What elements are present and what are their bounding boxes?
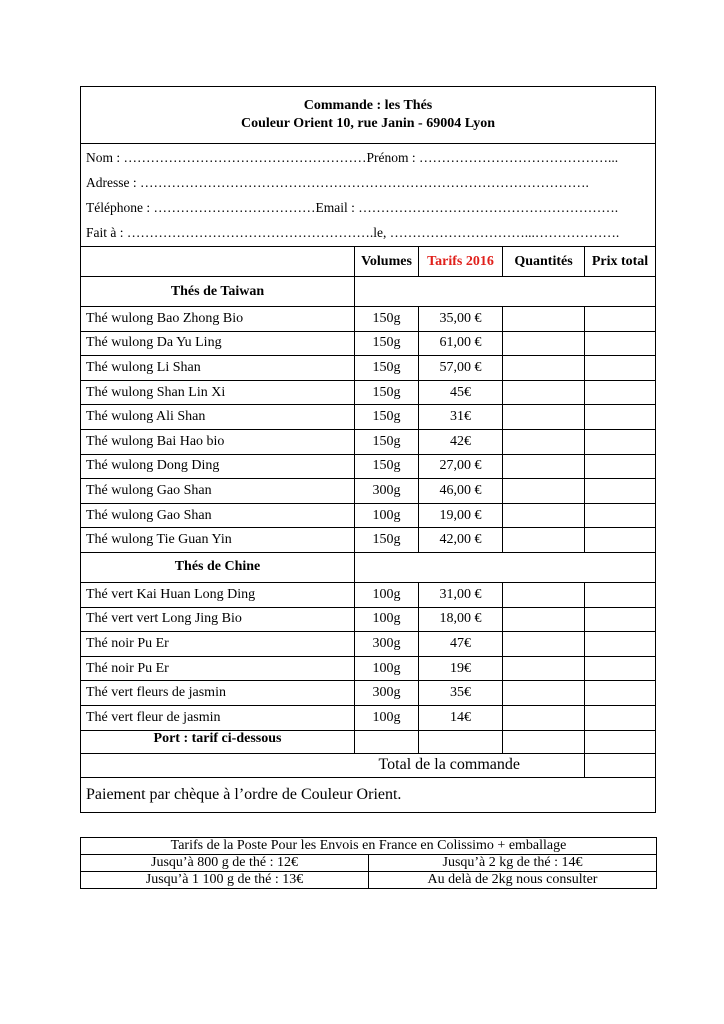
tea-price: 46,00 €: [419, 479, 503, 504]
shipping-rate-row: [81, 855, 657, 872]
row-total-cell[interactable]: [585, 632, 656, 657]
tea-volume: 100g: [355, 503, 419, 528]
section-header-row: [81, 277, 656, 307]
quantity-input[interactable]: [503, 429, 585, 454]
shipping-rate-row: [81, 872, 657, 889]
tea-row: [81, 656, 656, 681]
port-price-cell: [419, 730, 503, 753]
tea-price: 31€: [419, 405, 503, 430]
tea-row: [81, 681, 656, 706]
tea-row: [81, 331, 656, 356]
shipping-rates-table: [80, 837, 657, 889]
row-total-cell[interactable]: [585, 380, 656, 405]
tea-price: 42€: [419, 429, 503, 454]
row-total-cell[interactable]: [585, 681, 656, 706]
payment-row: [81, 777, 656, 812]
payment-note: Paiement par chèque à l’ordre de Couleur Orient.: [81, 777, 656, 812]
section-title: Thés de Chine: [81, 552, 355, 582]
tea-name: Thé wulong Shan Lin Xi: [81, 380, 355, 405]
tea-row: [81, 582, 656, 607]
tea-price: 18,00 €: [419, 607, 503, 632]
quantity-input[interactable]: [503, 356, 585, 381]
tea-row: [81, 454, 656, 479]
tea-volume: 150g: [355, 429, 419, 454]
quantity-input[interactable]: [503, 454, 585, 479]
tea-volume: 300g: [355, 479, 419, 504]
tea-row: [81, 405, 656, 430]
port-row: [81, 730, 656, 753]
quantity-input[interactable]: [503, 681, 585, 706]
tea-row: [81, 307, 656, 332]
shipping-title: Tarifs de la Poste Pour les Envois en France en Colissimo + emballage: [81, 838, 657, 855]
section-blank-cell: [355, 277, 656, 307]
row-total-cell[interactable]: [585, 356, 656, 381]
tea-name: Thé wulong Gao Shan: [81, 479, 355, 504]
column-header-volumes: Volumes: [355, 247, 419, 277]
tea-volume: 300g: [355, 681, 419, 706]
tea-price: 19€: [419, 656, 503, 681]
tea-volume: 300g: [355, 632, 419, 657]
tea-name: Thé wulong Bao Zhong Bio: [81, 307, 355, 332]
quantity-input[interactable]: [503, 632, 585, 657]
tea-price: 45€: [419, 380, 503, 405]
tea-name: Thé wulong Bai Hao bio: [81, 429, 355, 454]
row-total-cell[interactable]: [585, 454, 656, 479]
quantity-input[interactable]: [503, 582, 585, 607]
tea-name: Thé vert Kai Huan Long Ding: [81, 582, 355, 607]
quantity-input[interactable]: [503, 307, 585, 332]
quantity-input[interactable]: [503, 479, 585, 504]
order-form-table: [80, 86, 656, 813]
tea-name: Thé wulong Dong Ding: [81, 454, 355, 479]
row-total-cell[interactable]: [585, 429, 656, 454]
tea-price: 42,00 €: [419, 528, 503, 553]
order-total-cell[interactable]: [585, 753, 656, 777]
order-title: Commande : les Thés: [303, 98, 433, 113]
tea-row: [81, 528, 656, 553]
column-header-product: [81, 247, 355, 277]
tea-name: Thé wulong Gao Shan: [81, 503, 355, 528]
order-header: [81, 87, 656, 144]
row-total-cell[interactable]: [585, 607, 656, 632]
shipping-rate-cell: Jusqu’à 2 kg de thé : 14€: [369, 855, 657, 872]
port-total-cell[interactable]: [585, 730, 656, 753]
tea-name: Thé vert vert Long Jing Bio: [81, 607, 355, 632]
quantity-input[interactable]: [503, 656, 585, 681]
column-header-prix-total: Prix total: [585, 247, 656, 277]
tea-volume: 100g: [355, 656, 419, 681]
tea-price: 61,00 €: [419, 331, 503, 356]
port-quantity-cell[interactable]: [503, 730, 585, 753]
tea-name: Thé wulong Da Yu Ling: [81, 331, 355, 356]
tea-volume: 150g: [355, 528, 419, 553]
tea-volume: 150g: [355, 307, 419, 332]
shipping-rate-cell: Au delà de 2kg nous consulter: [369, 872, 657, 889]
row-total-cell[interactable]: [585, 479, 656, 504]
section-header-row: [81, 552, 656, 582]
column-header-tarifs: Tarifs 2016: [419, 247, 503, 277]
section-blank-cell: [355, 552, 656, 582]
row-total-cell[interactable]: [585, 582, 656, 607]
order-total-row: [81, 753, 656, 777]
column-header-quantites: Quantités: [503, 247, 585, 277]
column-header-row: [81, 247, 656, 277]
row-total-cell[interactable]: [585, 405, 656, 430]
customer-info: [81, 144, 656, 247]
quantity-input[interactable]: [503, 705, 585, 730]
shipping-rate-cell: Jusqu’à 1 100 g de thé : 13€: [81, 872, 369, 889]
tea-row: [81, 479, 656, 504]
row-total-cell[interactable]: [585, 705, 656, 730]
tea-price: 35,00 €: [419, 307, 503, 332]
tea-volume: 150g: [355, 331, 419, 356]
tea-price: 57,00 €: [419, 356, 503, 381]
tea-name: Thé vert fleur de jasmin: [81, 705, 355, 730]
tea-price: 27,00 €: [419, 454, 503, 479]
port-label: Port : tarif ci-dessous: [81, 730, 355, 753]
tea-row: [81, 380, 656, 405]
tea-volume: 150g: [355, 356, 419, 381]
tea-row: [81, 632, 656, 657]
address-field[interactable]: Adresse : ……………………………………………………………………………………….: [86, 175, 589, 190]
tea-price: 31,00 €: [419, 582, 503, 607]
quantity-input[interactable]: [503, 503, 585, 528]
row-total-cell[interactable]: [585, 656, 656, 681]
port-volume-cell: [355, 730, 419, 753]
tea-price: 47€: [419, 632, 503, 657]
quantity-input[interactable]: [503, 331, 585, 356]
tea-name: Thé wulong Tie Guan Yin: [81, 528, 355, 553]
tea-volume: 150g: [355, 380, 419, 405]
quantity-input[interactable]: [503, 380, 585, 405]
phone-email-field[interactable]: Téléphone : ………………………………Email : ………………………………………………….: [86, 200, 619, 215]
tea-row: [81, 503, 656, 528]
tea-price: 14€: [419, 705, 503, 730]
row-total-cell[interactable]: [585, 307, 656, 332]
tea-volume: 100g: [355, 705, 419, 730]
tea-name: Thé noir Pu Er: [81, 632, 355, 657]
tea-volume: 100g: [355, 607, 419, 632]
shop-address: Couleur Orient 10, rue Janin - 69004 Lyon: [240, 116, 496, 131]
tea-price: 35€: [419, 681, 503, 706]
row-total-cell[interactable]: [585, 331, 656, 356]
tea-name: Thé wulong Li Shan: [81, 356, 355, 381]
row-total-cell[interactable]: [585, 503, 656, 528]
tea-price: 19,00 €: [419, 503, 503, 528]
section-title: Thés de Taiwan: [81, 277, 355, 307]
tea-row: [81, 607, 656, 632]
tea-volume: 150g: [355, 454, 419, 479]
tea-volume: 150g: [355, 405, 419, 430]
shipping-rate-cell: Jusqu’à 800 g de thé : 12€: [81, 855, 369, 872]
place-date-field[interactable]: Fait à : ……………………………………………….le, …………………………...……………….: [86, 225, 620, 240]
tea-row: [81, 429, 656, 454]
quantity-input[interactable]: [503, 607, 585, 632]
name-field[interactable]: Nom : ………………………………………………Prénom : ……………………………………...: [86, 150, 619, 165]
order-total-label: Total de la commande: [81, 753, 585, 777]
tea-row: [81, 356, 656, 381]
tea-volume: 100g: [355, 582, 419, 607]
quantity-input[interactable]: [503, 405, 585, 430]
quantity-input[interactable]: [503, 528, 585, 553]
tea-name: Thé noir Pu Er: [81, 656, 355, 681]
tea-name: Thé wulong Ali Shan: [81, 405, 355, 430]
row-total-cell[interactable]: [585, 528, 656, 553]
tea-name: Thé vert fleurs de jasmin: [81, 681, 355, 706]
tea-row: [81, 705, 656, 730]
